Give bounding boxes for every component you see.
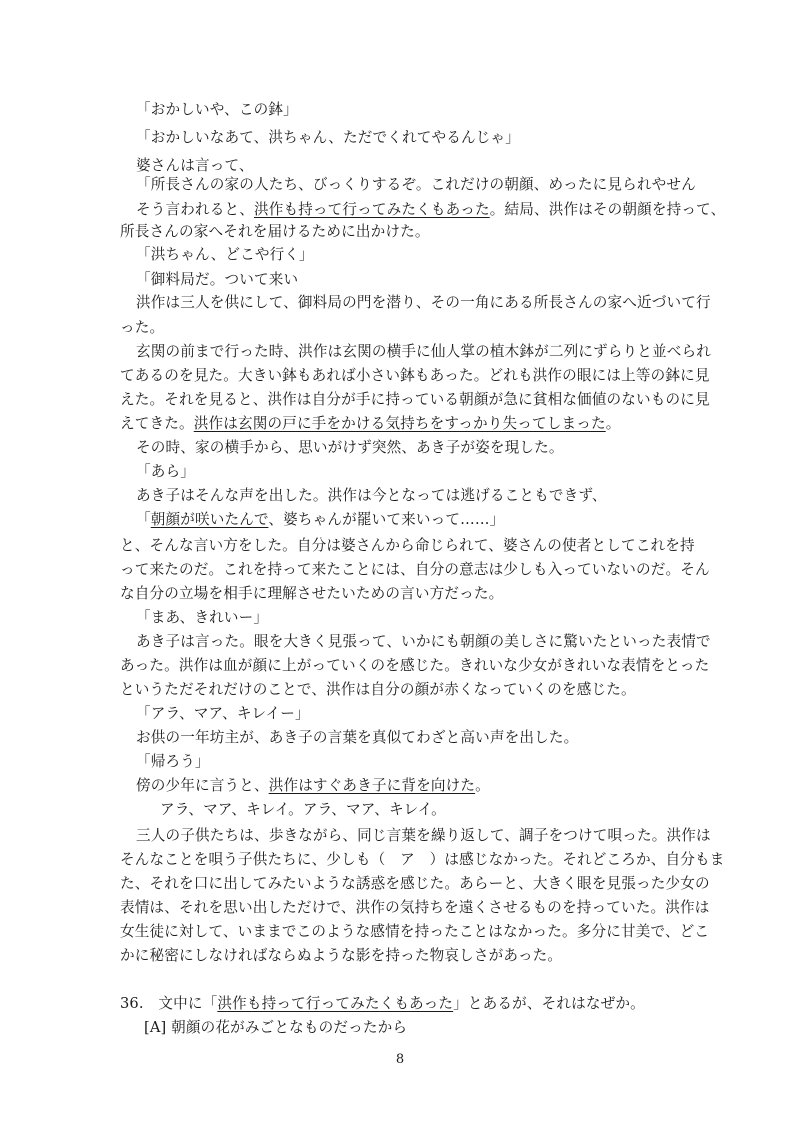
text-segment: 「 (136, 511, 151, 528)
story-line: た、それを口に出してみたいような誘惑を感じた。あらーと、大きく眼を見張った少女の (120, 875, 710, 892)
story-line: そんなことを唄う子供たちに、少しも（ ア ）は感じなかった。それどころか、自分もま (120, 851, 725, 868)
story-line (136, 200, 725, 220)
question-36 (120, 994, 645, 1014)
story-line: お供の一年坊主が、あき子の言葉を真似てわざと高い声を出した。 (136, 729, 579, 746)
story-line (120, 414, 620, 434)
story-line: あった。洪作は血が顔に上がっていくのを感じた。きれいな少女がきれいな表情をとった (120, 657, 710, 674)
story-line: てあるのを見た。大きい鉢もあれば小さい鉢もあった。どれも洪作の眼には上等の鉢に見 (120, 367, 710, 384)
story-line: かに秘密にしなければならぬような影を持った物哀しさがあった。 (120, 947, 563, 964)
story-line: 「まあ、きれいー」 (136, 609, 269, 626)
story-line: 表情は、それを思い出しただけで、洪作の気持ちを遠くさせるものを持っていた。洪作は (120, 899, 710, 916)
underlined-phrase: 洪作も持って行ってみたくもあった (253, 201, 490, 218)
text-segment: そう言われると、 (136, 201, 254, 218)
text-segment: 。結局、洪作はその朝顔を持って、 (489, 201, 726, 218)
story-line: 「あら」 (136, 463, 195, 480)
story-line (136, 776, 490, 796)
text-segment: 、婆ちゃんが罷いて来いって……」 (268, 511, 505, 528)
text-segment: 。 (475, 777, 490, 794)
story-line: あき子は言った。眼を大きく見張って、いかにも朝顔の美しさに驚いたといった表情で (136, 633, 711, 650)
question-suffix: 」とあるが、それはなぜか。 (453, 995, 645, 1012)
story-line: 「おかしいや、この鉢」 (136, 101, 298, 118)
story-line: 「おかしいなあて、洪ちゃん、ただでくれてやるんじゃ」 (136, 129, 520, 146)
story-line: 所長さんの家へそれを届けるために出かけた。 (120, 223, 430, 240)
underlined-phrase: 洪作はすぐあき子に背を向けた (268, 777, 476, 794)
answer-option-a[interactable]: [A] 朝顔の花がみごとなものだったから (144, 1019, 408, 1036)
story-line: って来たのだ。これを持って来たことには、自分の意志は少しも入っていないのだ。そん (120, 561, 710, 578)
page-number: 8 (395, 1052, 405, 1067)
story-line: 「帰ろう」 (136, 753, 210, 770)
story-line: その時、家の横手から、思いがけず突然、あき子が姿を現した。 (136, 439, 564, 456)
story-line: 三人の子供たちは、歩きながら、同じ言葉を繰り返して、調子をつけて唄った。洪作は (136, 827, 711, 844)
story-line: 洪作は三人を供にして、御料局の門を潜り、その一角にある所長さんの家へ近づいて行 (136, 294, 711, 311)
question-prefix: 36. 文中に「 (120, 995, 218, 1012)
text-segment: えてきた。 (120, 415, 194, 432)
text-segment: 傍の少年に言うと、 (136, 777, 269, 794)
underlined-phrase: 洪作は玄関の戸に手をかける気持ちをすっかり失ってしまった (193, 415, 606, 432)
question-quote: 洪作も持って行ってみたくもあった (217, 995, 454, 1012)
text-segment: 。 (605, 415, 621, 432)
story-line: えた。それを見ると、洪作は自分が手に持っている朝顔が急に貧相な価値のないものに見 (120, 391, 710, 408)
story-line: 玄関の前まで行った時、洪作は玄関の横手に仙人掌の植木鉢が二列にずらりと並べられ (136, 343, 712, 360)
story-line: と、そんな言い方をした。自分は婆さんから命じられて、婆さんの使者としてこれを持 (120, 537, 695, 554)
underlined-phrase: 朝顔が咲いたんで (150, 511, 269, 528)
story-line: アラ、マア、キレイ。アラ、マア、キレイ。 (160, 801, 446, 818)
story-line (136, 510, 504, 530)
story-line: な自分の立場を相手に理解させたいための言い方だった。 (120, 585, 504, 602)
story-line: 婆さんは言って、 (136, 157, 254, 174)
story-line: った。 (120, 319, 165, 336)
story-line: というただそれだけのことで、洪作は自分の顔が赤くなっていくのを感じた。 (120, 681, 636, 698)
story-line: 女生徒に対して、いままでこのような感情を持ったことはなかった。多分に甘美で、どこ (120, 923, 710, 940)
story-line: 「所長さんの家の人たち、びっくりするぞ。これだけの朝顔、めったに見られやせん (136, 176, 696, 193)
story-line: 「アラ、マア、キレイー」 (136, 705, 310, 722)
story-line: あき子はそんな声を出した。洪作は今となっては逃げることもできず、 (136, 487, 607, 504)
story-line: 「洪ちゃん、どこや行く」 (136, 246, 314, 263)
story-line: 「御料局だ。ついて来い (136, 271, 299, 288)
